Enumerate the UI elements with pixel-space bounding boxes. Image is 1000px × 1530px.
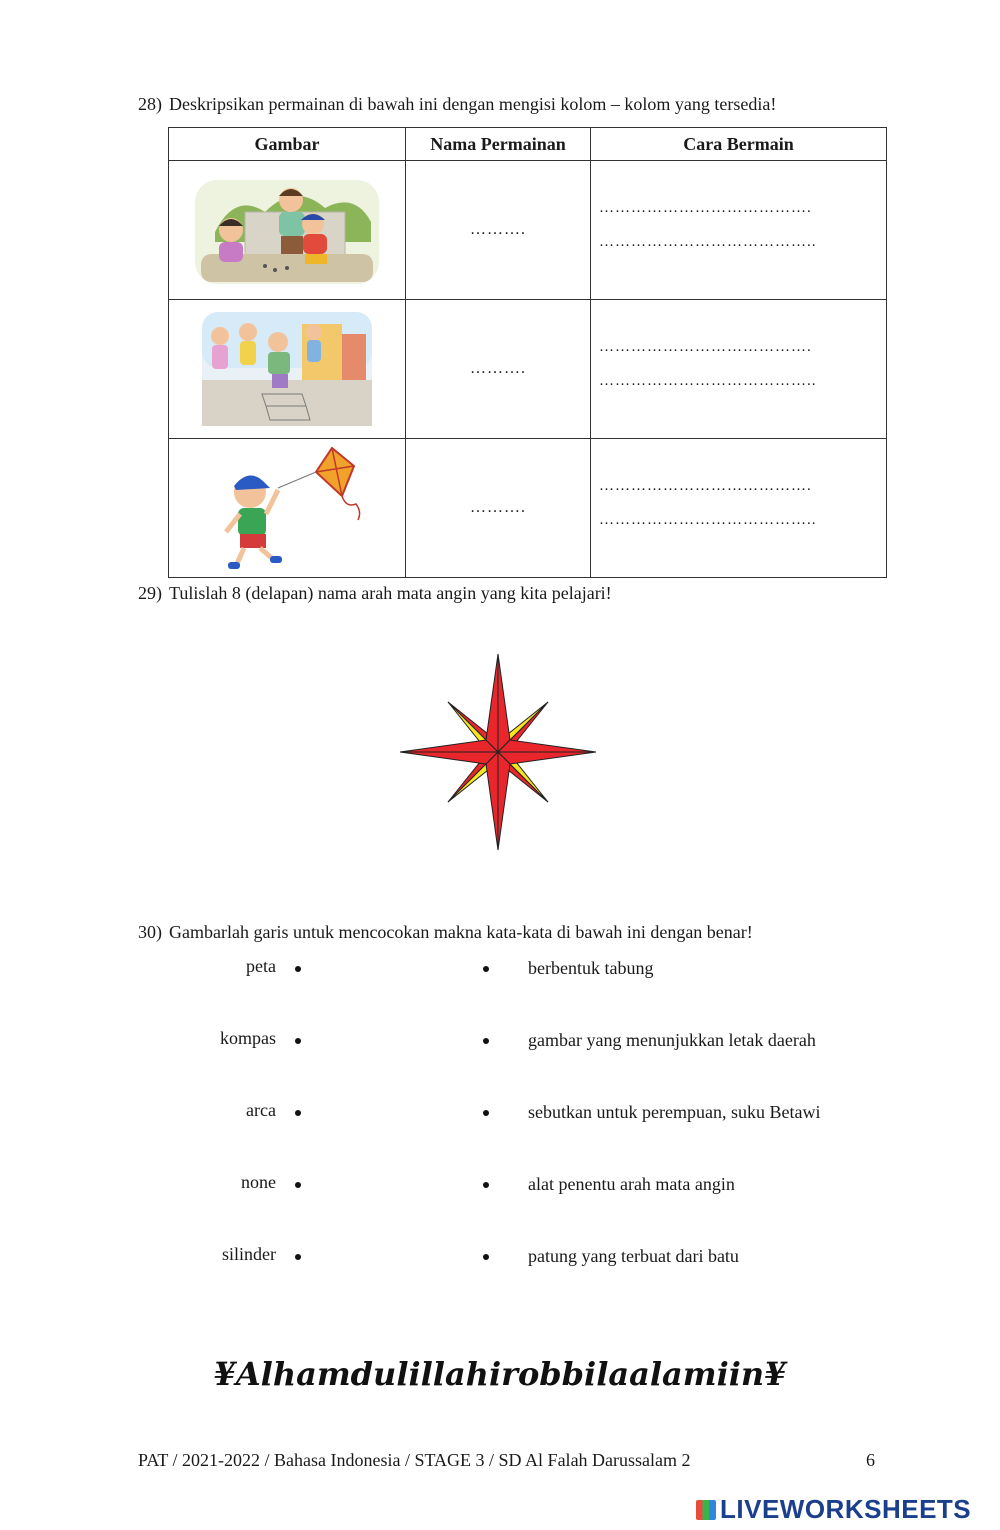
logo-blocks-icon [696, 1500, 716, 1520]
name-blank[interactable]: ………. [406, 161, 591, 300]
header-nama-permainan: Nama Permainan [406, 128, 591, 161]
question-number: 29) [138, 583, 162, 603]
right-dot[interactable] [483, 1254, 489, 1260]
match-word: silinder [222, 1244, 276, 1264]
right-dot[interactable] [483, 1038, 489, 1044]
answer-line[interactable]: ………………………………….. [599, 512, 817, 528]
name-blank[interactable]: ………. [406, 300, 591, 439]
table-row [169, 439, 887, 578]
match-meaning: gambar yang menunjukkan letak daerah [528, 1030, 816, 1050]
answer-line[interactable]: …………………………………. [599, 478, 812, 494]
left-dot[interactable] [295, 1182, 301, 1188]
left-dot[interactable] [295, 1038, 301, 1044]
match-meaning: sebutkan untuk perempuan, suku Betawi [528, 1102, 821, 1122]
answer-line[interactable]: …………………………………. [599, 339, 812, 355]
answer-line[interactable]: ………………………………….. [599, 373, 817, 389]
match-word: kompas [220, 1028, 276, 1048]
answer-lines[interactable] [591, 300, 887, 439]
table-row [169, 161, 887, 300]
question-number: 28) [138, 94, 162, 114]
picture-hopscotch [169, 300, 406, 439]
answer-lines[interactable] [591, 161, 887, 300]
question-text: Tulislah 8 (delapan) nama arah mata angin yang kita pelajari! [169, 583, 612, 603]
header-cara-bermain: Cara Bermain [591, 128, 887, 161]
question-text: Gambarlah garis untuk mencocokan makna kata-kata di bawah ini dengan benar! [169, 922, 753, 942]
brand-name: LIVEWORKSHEETS [720, 1494, 972, 1524]
right-dot[interactable] [483, 966, 489, 972]
footer-text: PAT / 2021-2022 / Bahasa Indonesia / STAGE 3 / SD Al Falah Darussalam 2 [138, 1450, 691, 1470]
right-dot[interactable] [483, 1110, 489, 1116]
games-table [168, 127, 887, 578]
header-gambar: Gambar [169, 128, 406, 161]
page-number: 6 [866, 1450, 875, 1470]
question-number: 30) [138, 922, 162, 942]
name-blank[interactable]: ………. [406, 439, 591, 578]
picture-kite [169, 439, 406, 578]
question-text: Deskripsikan permainan di bawah ini dengan mengisi kolom – kolom yang tersedia! [169, 94, 777, 114]
compass-rose-icon [398, 652, 598, 852]
match-word: none [241, 1172, 276, 1192]
left-dot[interactable] [295, 1110, 301, 1116]
match-meaning: berbentuk tabung [528, 958, 654, 978]
left-dot[interactable] [295, 1254, 301, 1260]
match-word: arca [246, 1100, 276, 1120]
liveworksheets-logo [696, 1494, 971, 1525]
picture-marbles [169, 161, 406, 300]
match-meaning: patung yang terbuat dari batu [528, 1246, 739, 1266]
right-dot[interactable] [483, 1182, 489, 1188]
table-row [169, 300, 887, 439]
answer-line[interactable]: …………………………………. [599, 200, 812, 216]
match-meaning: alat penentu arah mata angin [528, 1174, 735, 1194]
answer-line[interactable]: ………………………………….. [599, 234, 817, 250]
answer-lines[interactable] [591, 439, 887, 578]
closing-text: ¥Alhamdulillahirobbilaalamiin¥ [213, 1355, 787, 1393]
match-word: peta [246, 956, 276, 976]
left-dot[interactable] [295, 966, 301, 972]
